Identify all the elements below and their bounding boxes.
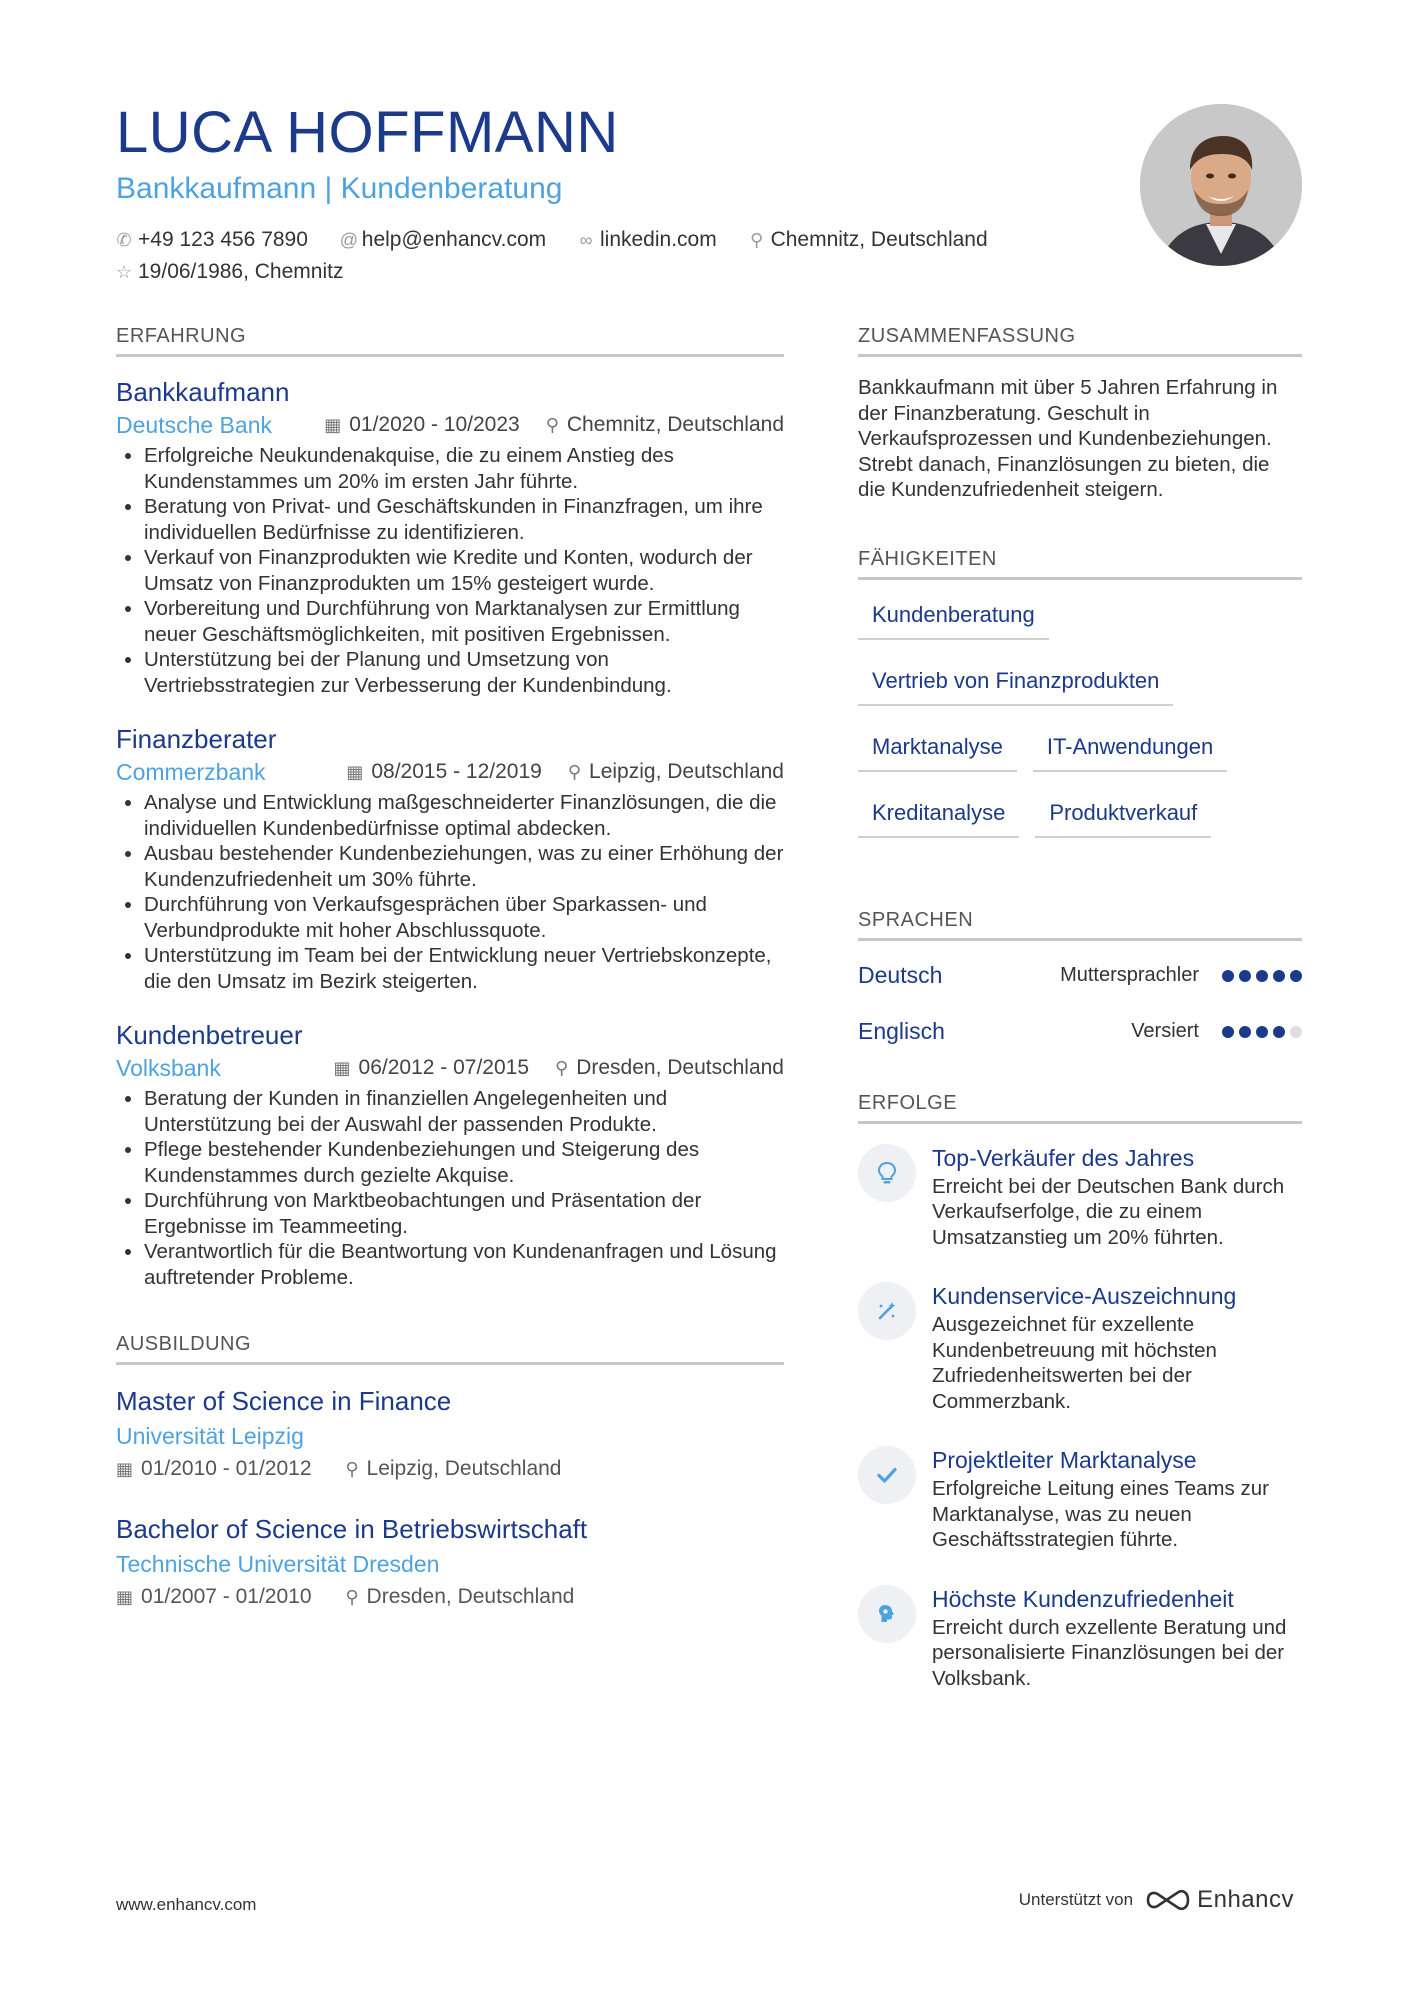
phone-text: +49 123 456 7890 bbox=[138, 228, 308, 251]
job-entry bbox=[116, 722, 784, 994]
education-dates-text: 01/2007 - 01/2010 bbox=[141, 1585, 312, 1608]
achievement-item bbox=[858, 1280, 1302, 1414]
section-title-education: AUSBILDUNG bbox=[116, 1330, 784, 1365]
birth-text: 19/06/1986, Chemnitz bbox=[138, 260, 344, 283]
job-title: Kundenbetreuer bbox=[116, 1020, 303, 1050]
left-column bbox=[116, 322, 784, 1639]
education-school: Technische Universität Dresden bbox=[116, 1551, 440, 1577]
language-row bbox=[858, 959, 1302, 993]
skill-tag: IT-Anwendungen bbox=[1033, 730, 1227, 772]
achievement-desc: Erfolgreiche Leitung eines Teams zur Marktanalyse, was zu neuen Geschäftsstrategien führte. bbox=[932, 1477, 1269, 1551]
achievement-title: Höchste Kundenzufriedenheit bbox=[932, 1585, 1234, 1612]
phone-icon: ✆ bbox=[116, 230, 132, 250]
job-bullet: • Unterstützung im Team bei der Entwicklung neuer Vertriebskonzepte, die den Umsatz im Bezirk steigerten. bbox=[144, 943, 784, 994]
link-icon: ∞ bbox=[579, 230, 593, 250]
education-meta bbox=[116, 1453, 784, 1485]
right-column bbox=[858, 322, 1302, 1721]
footer-brand-text: Enhancv bbox=[1197, 1886, 1294, 1913]
rating-dot-filled bbox=[1222, 1026, 1234, 1038]
job-location-text: Chemnitz, Deutschland bbox=[566, 413, 784, 436]
education-location bbox=[345, 1457, 561, 1480]
education-school: Universität Leipzig bbox=[116, 1423, 304, 1449]
achievement-desc: Erreicht durch exzellente Beratung und personalisierte Finanzlösungen bei der Volksbank. bbox=[932, 1615, 1287, 1690]
section-title-languages: SPRACHEN bbox=[858, 906, 1302, 941]
rating-dot-empty bbox=[1290, 1026, 1302, 1038]
achievement-desc: Ausgezeichnet für exzellente Kundenbetreuung mit höchsten Zufriedenheitswerten bei der Commerzbank. bbox=[932, 1313, 1217, 1413]
profile-photo bbox=[1140, 104, 1302, 266]
job-bullet: • Unterstützung bei der Planung und Umsetzung von Vertriebsstrategien zur Verbesserung der Kundenbindung. bbox=[144, 647, 784, 698]
job-dates-text: 01/2020 - 10/2023 bbox=[349, 413, 520, 436]
job-bullet: • Durchführung von Marktbeobachtungen und Präsentation der Ergebnisse im Teammeeting. bbox=[144, 1188, 784, 1239]
rating-dot-filled bbox=[1273, 970, 1285, 982]
job-meta bbox=[116, 756, 784, 788]
section-title-skills: FÄHIGKEITEN bbox=[858, 545, 1302, 580]
resume-header bbox=[116, 98, 1116, 288]
section-title-experience: ERFAHRUNG bbox=[116, 322, 784, 357]
language-level: Versiert bbox=[1131, 1020, 1199, 1042]
education-location-text: Leipzig, Deutschland bbox=[366, 1457, 562, 1480]
rating-dot-filled bbox=[1239, 970, 1251, 982]
footer-website[interactable]: www.enhancv.com bbox=[116, 1895, 257, 1914]
education-dates bbox=[116, 1585, 312, 1608]
rating-dot-filled bbox=[1273, 1026, 1285, 1038]
star-icon: ☆ bbox=[116, 262, 133, 282]
achievement-body bbox=[932, 1583, 1302, 1692]
job-meta-right bbox=[346, 756, 784, 788]
job-location-text: Leipzig, Deutschland bbox=[589, 760, 784, 783]
location-pin-icon: ⚲ bbox=[345, 1459, 359, 1479]
job-bullet: • Durchführung von Verkaufsgesprächen über Sparkassen- und Verbundprodukte mit hoher Abschlussquote. bbox=[144, 892, 784, 943]
job-meta bbox=[116, 409, 784, 441]
magic-wand-icon bbox=[875, 1299, 899, 1323]
email-item[interactable] bbox=[340, 224, 546, 256]
section-title-achievements: ERFOLGE bbox=[858, 1089, 1302, 1124]
job-dates-text: 06/2012 - 07/2015 bbox=[358, 1056, 530, 1079]
achievement-icon-wrap bbox=[858, 1446, 916, 1504]
language-level: Muttersprachler bbox=[1060, 964, 1199, 986]
job-bullet: • Verantwortlich für die Beantwortung von Kundenanfragen und Lösung auftretender Probleme. bbox=[144, 1239, 784, 1290]
language-name: Deutsch bbox=[858, 962, 943, 988]
rating-dot-filled bbox=[1256, 1026, 1268, 1038]
linkedin-text[interactable]: linkedin.com bbox=[599, 228, 717, 251]
job-meta-right bbox=[334, 1052, 784, 1084]
job-company: Volksbank bbox=[116, 1055, 221, 1081]
job-company: Commerzbank bbox=[116, 759, 266, 785]
job-meta-right bbox=[324, 409, 784, 441]
lightbulb-icon bbox=[876, 1161, 898, 1185]
language-rating bbox=[1217, 1026, 1302, 1038]
calendar-icon: ▦ bbox=[116, 1587, 134, 1607]
education-degree: Bachelor of Science in Betriebswirtschaft bbox=[116, 1514, 588, 1544]
calendar-icon: ▦ bbox=[346, 762, 364, 782]
calendar-icon: ▦ bbox=[324, 415, 342, 435]
job-bullet: • Beratung von Privat- und Geschäftskunden in Finanzfragen, um ihre individuellen Bedürfnisse zu identifizieren. bbox=[144, 494, 784, 545]
skills-list bbox=[858, 598, 1302, 862]
language-row bbox=[858, 1015, 1302, 1049]
achievement-icon-wrap bbox=[858, 1282, 916, 1340]
achievement-item bbox=[858, 1142, 1302, 1251]
footer-branding bbox=[1019, 1886, 1294, 1914]
location-item bbox=[749, 224, 988, 256]
headline: Bankkaufmann | Kundenberatung bbox=[116, 172, 563, 205]
avatar bbox=[1140, 104, 1302, 266]
brain-icon bbox=[875, 1602, 899, 1626]
rating-dot-filled bbox=[1239, 1026, 1251, 1038]
education-meta bbox=[116, 1581, 784, 1613]
skill-tag: Produktverkauf bbox=[1035, 796, 1211, 838]
candidate-name: LUCA HOFFMANN bbox=[116, 100, 619, 165]
skill-tag: Kreditanalyse bbox=[858, 796, 1019, 838]
job-bullet: • Vorbereitung und Durchführung von Marktanalysen zur Ermittlung neuer Geschäftsmöglichkeiten, mit positiven Ergebnissen. bbox=[144, 596, 784, 647]
skill-tag: Vertrieb von Finanzprodukten bbox=[858, 664, 1173, 706]
job-title: Bankkaufmann bbox=[116, 377, 290, 407]
achievement-title: Top-Verkäufer des Jahres bbox=[932, 1144, 1195, 1171]
achievement-title: Projektleiter Marktanalyse bbox=[932, 1447, 1197, 1473]
checkmark-icon bbox=[875, 1463, 899, 1487]
location-pin-icon: ⚲ bbox=[545, 415, 559, 435]
job-bullet: • Analyse und Entwicklung maßgeschneiderter Finanzlösungen, die die individuellen Kundenbedürfnisse optimal abdecken. bbox=[144, 790, 784, 841]
skill-tag: Marktanalyse bbox=[858, 730, 1017, 772]
birth-item bbox=[116, 256, 343, 288]
job-bullet: • Verkauf von Finanzprodukten wie Kredite und Konten, wodurch der Umsatz von Finanzprodukten um 15% gesteigert wurde. bbox=[144, 545, 784, 596]
phone-item bbox=[116, 224, 308, 256]
job-location-text: Dresden, Deutschland bbox=[576, 1056, 784, 1079]
job-bullet: • Beratung der Kunden in finanziellen Angelegenheiten und Unterstützung bei der Auswahl der passenden Produkte. bbox=[144, 1086, 784, 1137]
skill-tag: Kundenberatung bbox=[858, 598, 1049, 640]
achievement-item bbox=[858, 1444, 1302, 1553]
location-pin-icon: ⚲ bbox=[749, 230, 764, 250]
location-pin-icon: ⚲ bbox=[345, 1587, 359, 1607]
email-text[interactable]: help@enhancv.com bbox=[361, 228, 547, 251]
achievement-body bbox=[932, 1280, 1302, 1414]
job-location bbox=[555, 1052, 784, 1084]
job-title: Finanzberater bbox=[116, 724, 277, 754]
calendar-icon: ▦ bbox=[116, 1459, 134, 1479]
job-bullet: • Pflege bestehender Kundenbeziehungen und Steigerung des Kundenstammes durch gezielte Akquise. bbox=[144, 1137, 784, 1188]
job-bullet: • Erfolgreiche Neukundenakquise, die zu einem Anstieg des Kundenstammes um 20% im ersten Jahr führte. bbox=[144, 443, 784, 494]
language-rating bbox=[1217, 970, 1302, 982]
job-location bbox=[568, 756, 784, 788]
location-pin-icon: ⚲ bbox=[567, 762, 582, 782]
footer-powered-text: Unterstützt von bbox=[1018, 1890, 1134, 1909]
contact-info bbox=[116, 224, 1116, 288]
section-title-summary: ZUSAMMENFASSUNG bbox=[858, 322, 1302, 357]
job-meta bbox=[116, 1052, 784, 1084]
education-dates bbox=[116, 1457, 312, 1480]
location-pin-icon: ⚲ bbox=[555, 1058, 569, 1078]
job-dates bbox=[346, 756, 542, 788]
job-dates-text: 08/2015 - 12/2019 bbox=[371, 760, 542, 783]
education-location bbox=[345, 1585, 574, 1608]
achievement-body bbox=[932, 1444, 1302, 1553]
achievement-icon-wrap bbox=[858, 1144, 916, 1202]
job-entry bbox=[116, 1018, 784, 1290]
job-dates bbox=[334, 1052, 530, 1084]
rating-dot-filled bbox=[1290, 970, 1302, 982]
job-entry bbox=[116, 375, 784, 698]
achievement-title: Kundenservice-Auszeichnung bbox=[932, 1283, 1237, 1309]
location-text: Chemnitz, Deutschland bbox=[770, 228, 988, 251]
achievement-body bbox=[932, 1142, 1302, 1251]
job-bullet: • Ausbau bestehender Kundenbeziehungen, was zu einer Erhöhung der Kundenzufriedenheit um 30% führte. bbox=[144, 841, 784, 892]
education-dates-text: 01/2010 - 01/2012 bbox=[141, 1457, 312, 1480]
achievement-desc: Erreicht bei der Deutschen Bank durch Verkaufserfolge, die zu einem Umsatzanstieg um 20% führten. bbox=[932, 1174, 1285, 1249]
calendar-icon: ▦ bbox=[333, 1058, 351, 1078]
rating-dot-filled bbox=[1256, 970, 1268, 982]
job-bullets bbox=[116, 790, 784, 994]
at-icon: @ bbox=[339, 230, 359, 250]
education-location-text: Dresden, Deutschland bbox=[366, 1585, 575, 1608]
enhancv-logo-icon bbox=[1145, 1887, 1191, 1913]
job-bullets bbox=[116, 443, 784, 698]
job-bullets bbox=[116, 1086, 784, 1290]
job-dates bbox=[324, 409, 520, 441]
achievement-icon-wrap bbox=[858, 1585, 916, 1643]
rating-dot-filled bbox=[1222, 970, 1234, 982]
achievement-item bbox=[858, 1583, 1302, 1692]
summary-text: Bankkaufmann mit über 5 Jahren Erfahrung in der Finanzberatung. Geschult in Verkaufsprozessen und Kundenbeziehungen. Strebt danach, Finanzlösungen zu bieten, die die Kundenzufriedenheit steigern. bbox=[858, 376, 1278, 501]
education-entry bbox=[116, 1383, 784, 1485]
language-name: Englisch bbox=[858, 1018, 945, 1044]
linkedin-item[interactable] bbox=[578, 224, 717, 256]
education-degree: Master of Science in Finance bbox=[116, 1386, 452, 1416]
job-company: Deutsche Bank bbox=[116, 412, 272, 438]
education-entry bbox=[116, 1511, 784, 1613]
job-location bbox=[546, 409, 784, 441]
languages-list bbox=[858, 959, 1302, 1049]
